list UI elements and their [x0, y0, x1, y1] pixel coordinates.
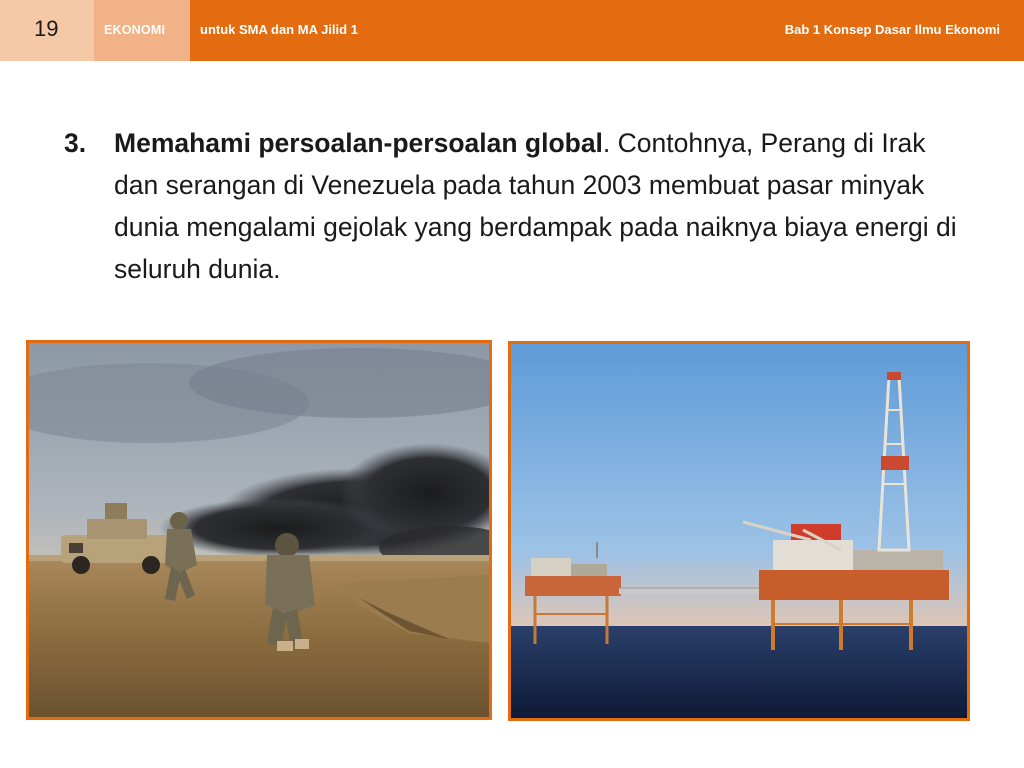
point-number: 3. [64, 128, 87, 158]
chapter-title: Bab 1 Konsep Dasar Ilmu Ekonomi [784, 22, 1000, 37]
book-title: untuk SMA dan MA Jilid 1 [200, 22, 358, 37]
point-text [114, 122, 964, 290]
oil-platform-photo [508, 341, 970, 721]
point-heading: Memahami persoalan-persoalan global [114, 128, 603, 158]
soldiers-desert-illustration [29, 343, 489, 717]
point-body: . Contohnya, Perang di Irak dan serangan di Venezuela pada tahun 2003 membuat pasar minyak dunia mengalami gejolak yang berdampak pada naiknya biaya energi di seluruh dunia. [114, 128, 957, 284]
platform-bridge [619, 588, 761, 594]
page-number: 19 [34, 16, 59, 41]
oil-platform-illustration [511, 344, 967, 718]
subject-label: EKONOMI [104, 23, 166, 37]
soldiers-desert-photo [26, 340, 492, 720]
header-bar [0, 0, 1024, 61]
